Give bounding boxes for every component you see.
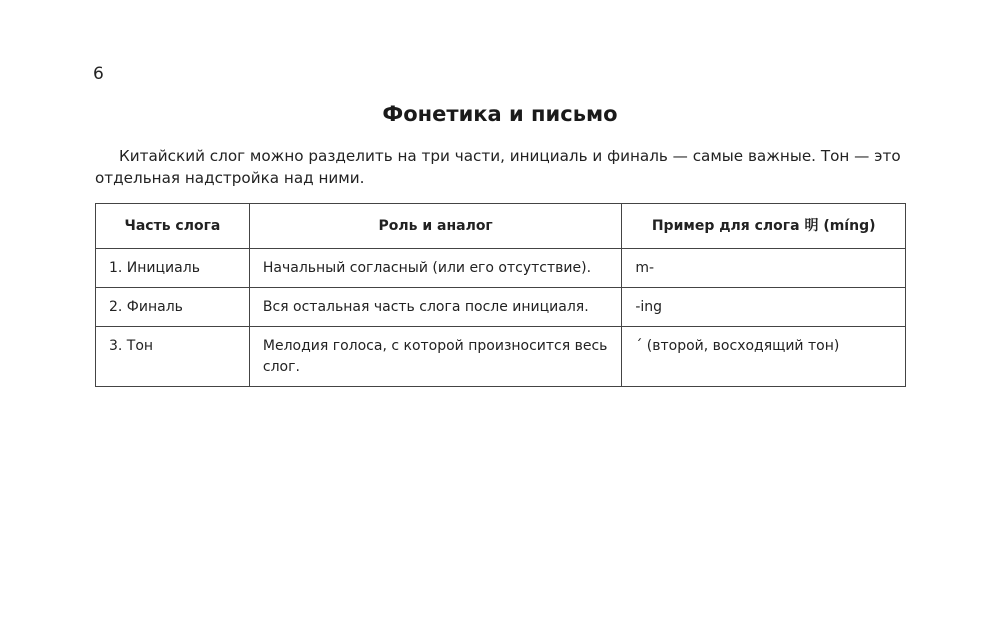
column-header-role: Роль и аналог <box>249 204 621 249</box>
cell-part: 2. Финаль <box>96 288 250 327</box>
table-header-row <box>96 204 906 249</box>
table-row <box>96 249 906 288</box>
cell-role: Вся остальная часть слога после инициаля. <box>249 288 621 327</box>
column-header-part: Часть слога <box>96 204 250 249</box>
syllable-parts-table <box>95 203 906 387</box>
column-header-example: Пример для слога 明 (míng) <box>622 204 906 249</box>
table-row <box>96 288 906 327</box>
intro-paragraph: Китайский слог можно разделить на три части, инициаль и финаль — самые важные. Тон — это отдельная надстройка над ними. <box>95 147 901 187</box>
cell-part: 1. Инициаль <box>96 249 250 288</box>
table-row <box>96 327 906 387</box>
cell-example: -ing <box>622 288 906 327</box>
page-number: 6 <box>93 64 104 84</box>
page-title: Фонетика и письмо <box>382 102 618 126</box>
cell-role: Мелодия голоса, с которой произносится весь слог. <box>249 327 621 387</box>
cell-example: ´ (второй, восходящий тон) <box>622 327 906 387</box>
cell-part: 3. Тон <box>96 327 250 387</box>
cell-role: Начальный согласный (или его отсутствие). <box>249 249 621 288</box>
cell-example: m- <box>622 249 906 288</box>
